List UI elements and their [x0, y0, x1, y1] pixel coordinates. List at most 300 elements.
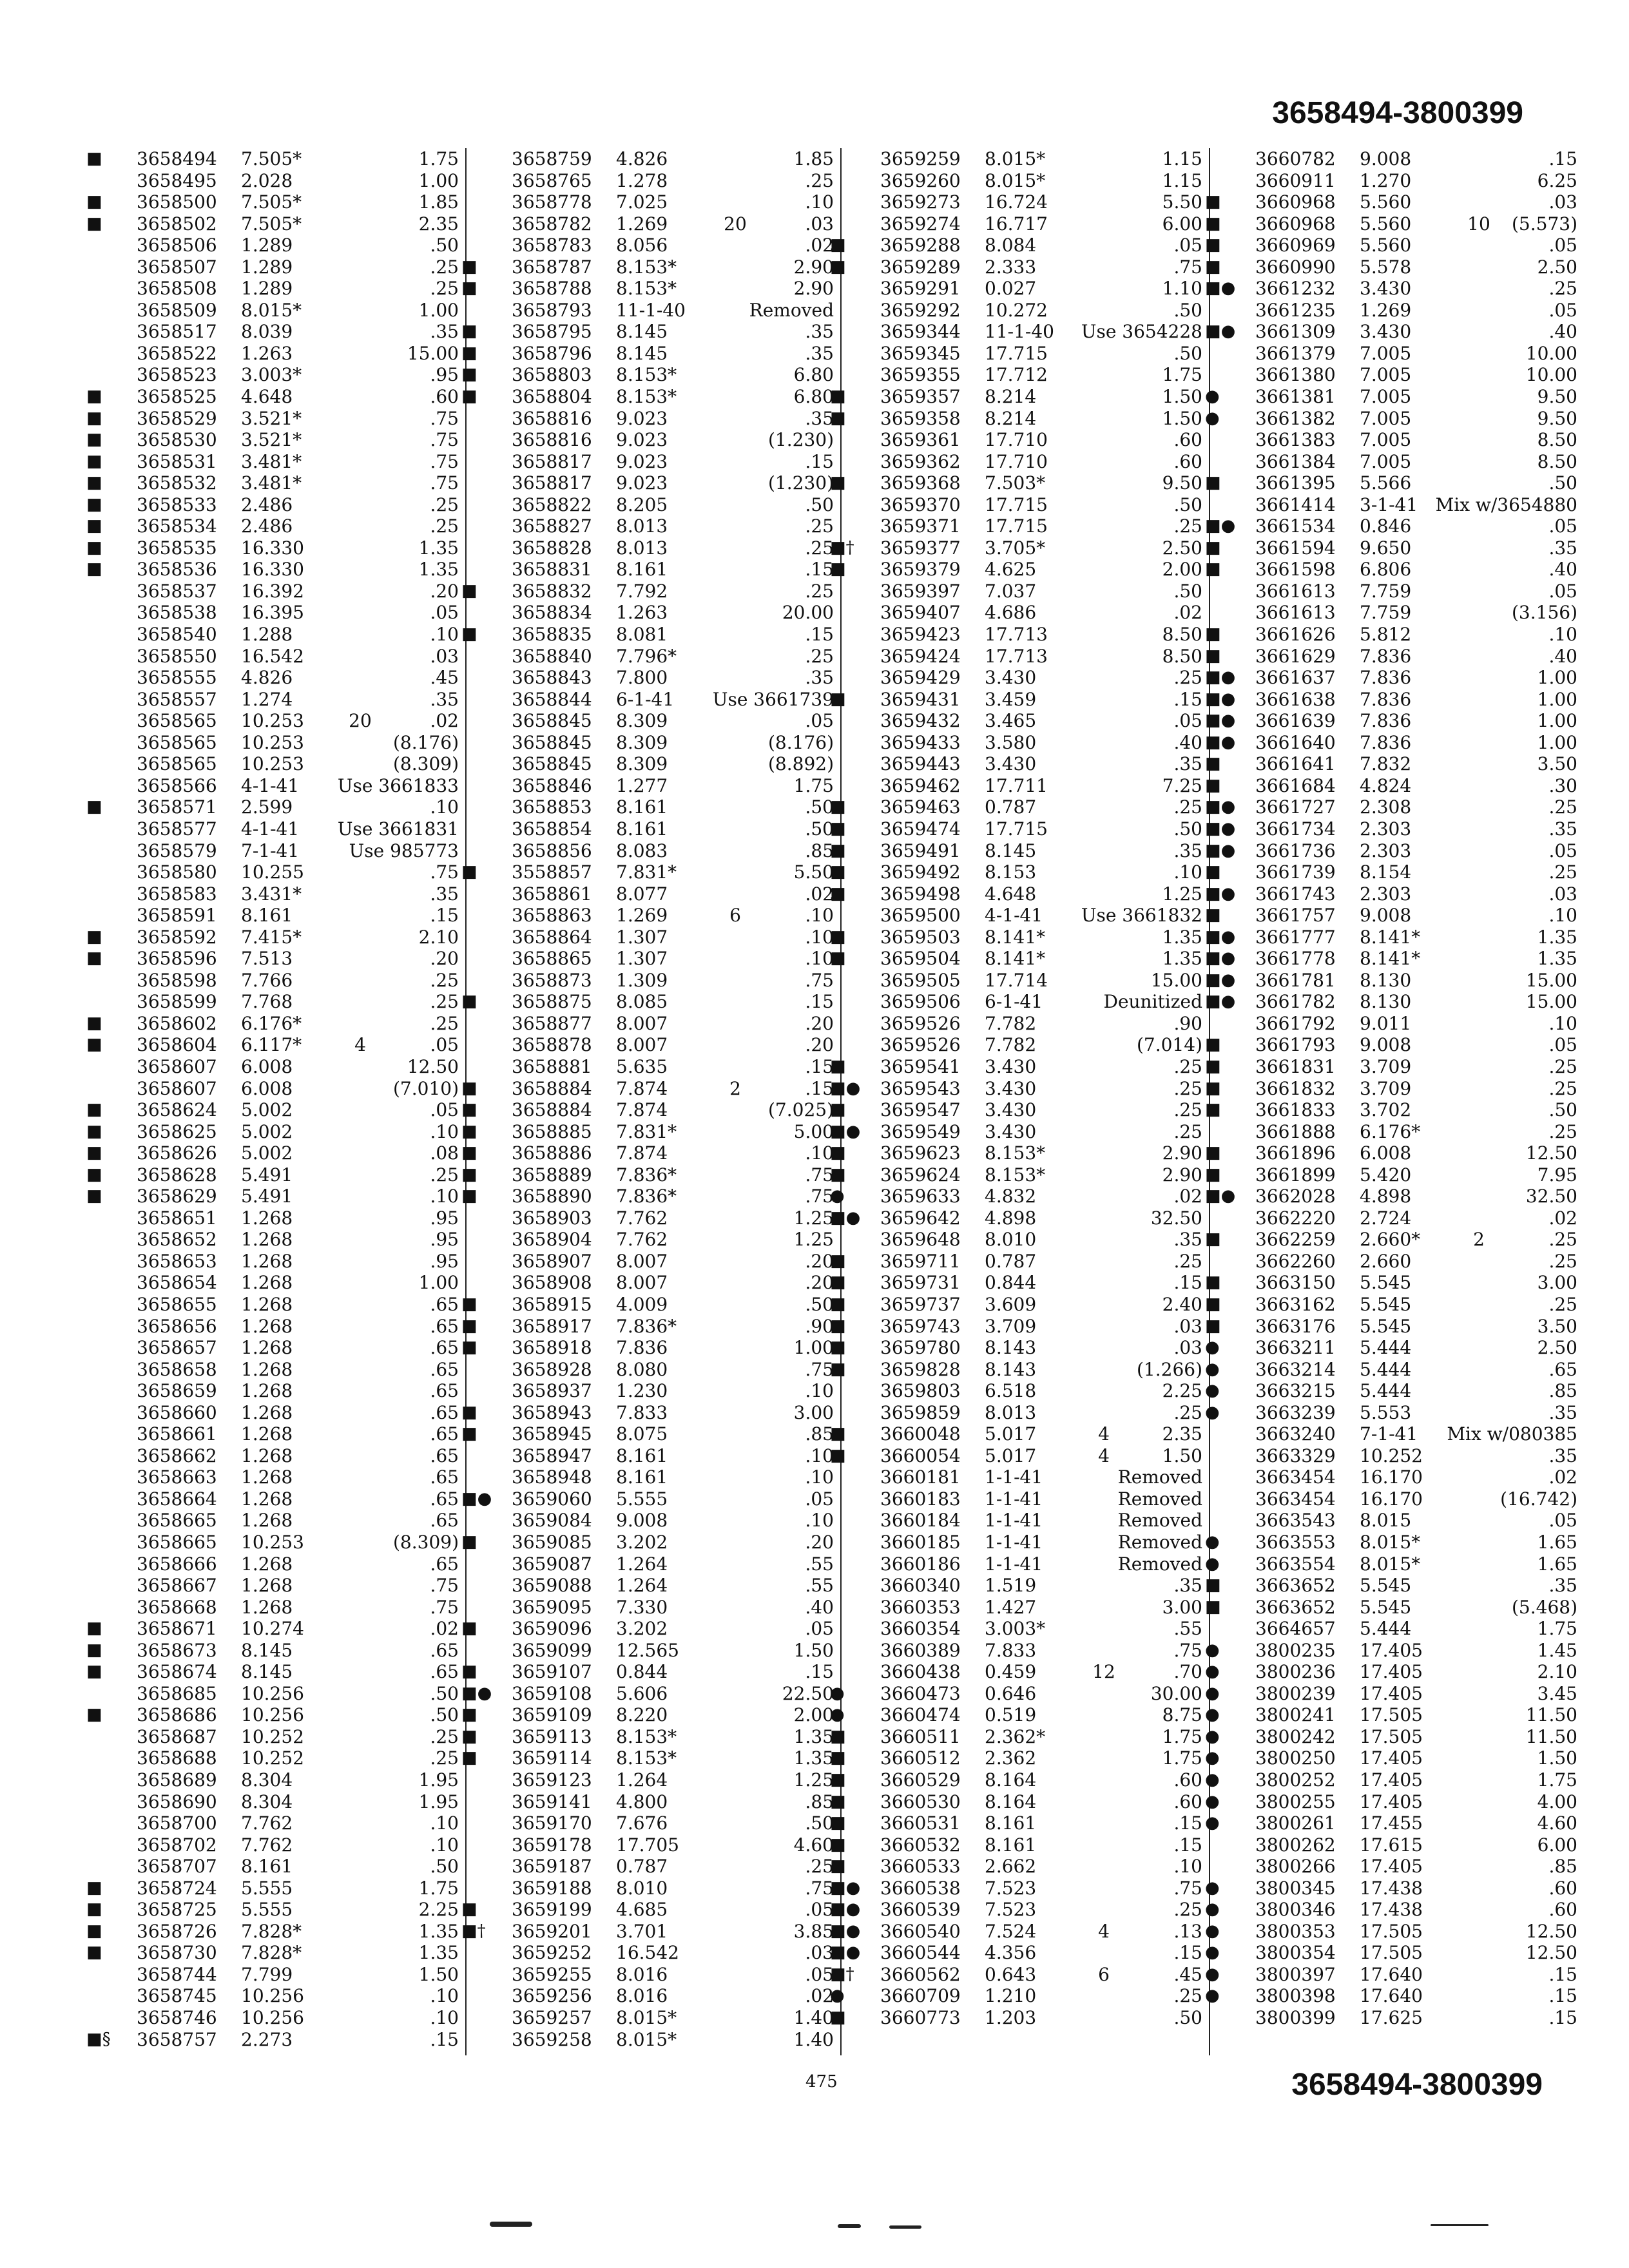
part-number: 3658886	[512, 1142, 592, 1164]
part-number: 3659355	[880, 364, 961, 386]
row-price: .65	[430, 1445, 459, 1466]
list-item	[1205, 775, 1584, 797]
list-item	[830, 689, 1209, 711]
row-marker: ■†	[830, 537, 854, 557]
part-number: 3658536	[137, 559, 217, 581]
list-item	[86, 1207, 465, 1229]
row-price: (1.266)	[1136, 1358, 1202, 1380]
row-code: 17.505	[1360, 1725, 1423, 1747]
row-code: 17.625	[1360, 2007, 1423, 2029]
row-code: 4.625	[985, 559, 1037, 581]
row-code: 0.459	[985, 1661, 1037, 1683]
row-code: 3.701	[616, 1920, 668, 1942]
list-item	[1205, 1013, 1584, 1035]
list-item	[461, 1251, 840, 1273]
row-price: .65	[430, 1423, 459, 1445]
part-number: 3661594	[1255, 537, 1336, 559]
row-price: Use 3661832	[1081, 905, 1202, 927]
row-price: 1.50	[418, 1963, 459, 1985]
row-code: 1.268	[241, 1510, 293, 1532]
row-code: 7.759	[1360, 580, 1412, 602]
row-price: 2.90	[1162, 1142, 1202, 1164]
list-item	[461, 429, 840, 451]
part-number: 3658689	[137, 1769, 217, 1791]
row-price: .10	[1548, 905, 1577, 927]
list-item	[830, 429, 1209, 451]
row-marker: ■	[830, 408, 846, 428]
row-marker: ■	[86, 1662, 102, 1682]
row-code: 6.176*	[241, 1012, 302, 1034]
row-code: 7.762	[241, 1834, 293, 1856]
part-number: 3659737	[880, 1293, 961, 1315]
row-price: .75	[430, 1575, 459, 1597]
part-number: 3658509	[137, 299, 217, 321]
part-number: 3658656	[137, 1315, 217, 1337]
row-price: .05	[1548, 1034, 1577, 1056]
row-count: 4	[354, 1034, 366, 1056]
parts-column-3	[830, 148, 1210, 2055]
list-item	[1205, 1272, 1584, 1294]
row-price: 10.00	[1525, 364, 1577, 386]
row-code: 17.710	[985, 429, 1048, 451]
row-price: Mix w/080385	[1447, 1423, 1577, 1445]
list-item	[830, 1856, 1209, 1878]
row-price: .10	[805, 948, 834, 970]
list-item	[461, 775, 840, 797]
row-marker: ●	[1205, 387, 1220, 407]
row-price: .02	[430, 1618, 459, 1640]
list-item	[830, 1142, 1209, 1164]
list-item	[830, 1466, 1209, 1488]
list-item	[461, 1985, 840, 2007]
row-price: 7.25	[1162, 774, 1202, 796]
part-number: 3659096	[512, 1618, 592, 1640]
row-price: .08	[430, 1142, 459, 1164]
part-number: 3661782	[1255, 991, 1336, 1013]
part-number: 3659099	[512, 1639, 592, 1661]
row-marker: ■●	[1205, 840, 1236, 860]
row-price: 4.60	[793, 1834, 834, 1856]
row-code: 5.578	[1360, 256, 1412, 278]
list-item	[1205, 1921, 1584, 1943]
row-price: .15	[1173, 1834, 1202, 1856]
row-code: 8.153*	[616, 278, 677, 300]
part-number: 3658580	[137, 861, 217, 883]
row-marker: ■	[86, 948, 102, 968]
list-item	[830, 343, 1209, 365]
row-code: 7.836	[1360, 645, 1412, 667]
row-price: 3.50	[1537, 1315, 1577, 1337]
row-price: .75	[1173, 1877, 1202, 1899]
row-price: .65	[430, 1661, 459, 1683]
list-item	[830, 386, 1209, 408]
row-price: (8.176)	[767, 731, 834, 753]
row-code: 4.826	[616, 148, 668, 169]
part-number: 3658500	[137, 191, 217, 213]
row-code: 8.145	[985, 840, 1037, 861]
list-item	[86, 321, 465, 343]
list-item	[461, 1683, 840, 1705]
row-code: 8.161	[985, 1812, 1037, 1834]
row-marker: ■	[86, 1164, 102, 1184]
part-number: 3658903	[512, 1207, 592, 1229]
row-marker: ■	[86, 927, 102, 947]
list-item	[461, 1316, 840, 1338]
row-price: .20	[430, 948, 459, 970]
row-marker: ■	[461, 1424, 477, 1444]
row-code: 7.505*	[241, 213, 302, 235]
row-price: 1.75	[1162, 1725, 1202, 1747]
list-item	[1205, 1164, 1584, 1186]
part-number: 3800236	[1255, 1661, 1336, 1683]
list-item	[86, 1466, 465, 1488]
list-item	[1205, 1445, 1584, 1467]
row-code: 8.161	[616, 818, 668, 840]
list-item	[1205, 818, 1584, 840]
row-code: 3.430	[1360, 321, 1412, 343]
list-item	[830, 775, 1209, 797]
row-price: .50	[1173, 2007, 1202, 2029]
row-price: .45	[1173, 1963, 1202, 1985]
row-code: 4.686	[985, 602, 1037, 624]
row-price: .65	[430, 1639, 459, 1661]
list-item	[86, 429, 465, 451]
row-price: .13	[1173, 1920, 1202, 1942]
list-item	[461, 1921, 840, 1943]
row-code: 1.268	[241, 1315, 293, 1337]
row-code: 5.566	[1360, 472, 1412, 494]
row-marker: ●	[1205, 408, 1220, 428]
list-item	[461, 1942, 840, 1964]
list-item	[1205, 1899, 1584, 1921]
row-price: 1.95	[418, 1769, 459, 1791]
row-code: 5.491	[241, 1186, 293, 1207]
row-marker: ●	[1205, 1662, 1220, 1682]
row-code: 0.846	[1360, 515, 1412, 537]
list-item	[1205, 689, 1584, 711]
list-item	[86, 1423, 465, 1445]
part-number: 3659711	[880, 1250, 961, 1272]
row-code: 2.303	[1360, 818, 1412, 840]
row-price: 6.00	[1162, 213, 1202, 235]
row-code: 3.705*	[985, 537, 1046, 559]
part-number: 3659547	[880, 1099, 961, 1121]
list-item	[1205, 667, 1584, 689]
list-item	[461, 235, 840, 256]
part-number: 3658700	[137, 1812, 217, 1834]
part-number: 3800235	[1255, 1639, 1336, 1661]
row-code: 1.427	[985, 1596, 1037, 1618]
list-item	[1205, 1251, 1584, 1273]
row-price: .15	[1173, 1942, 1202, 1964]
row-price: .95	[430, 1250, 459, 1272]
list-item	[461, 300, 840, 322]
row-marker: ■	[461, 1143, 477, 1163]
row-price: .25	[1173, 1899, 1202, 1921]
row-code: 1.268	[241, 1229, 293, 1251]
part-number: 3660054	[880, 1445, 961, 1466]
row-marker: ■†	[830, 1964, 854, 1984]
part-number: 3658687	[137, 1725, 217, 1747]
part-number: 3658525	[137, 386, 217, 408]
row-price: .85	[1548, 1856, 1577, 1878]
row-price: .50	[430, 1704, 459, 1726]
list-item	[461, 1899, 840, 1921]
part-number: 3661395	[1255, 472, 1336, 494]
row-price: .15	[1548, 2007, 1577, 2029]
row-price: .10	[430, 1812, 459, 1834]
part-number: 3658877	[512, 1012, 592, 1034]
part-number: 3659088	[512, 1575, 592, 1597]
scan-mark	[490, 2222, 532, 2227]
list-item	[86, 364, 465, 386]
part-number: 3658832	[512, 580, 592, 602]
list-item	[461, 1488, 840, 1510]
row-price: .35	[1548, 537, 1577, 559]
row-marker: ■	[830, 1251, 846, 1271]
row-count: 4	[1098, 1423, 1110, 1445]
row-price: .85	[805, 1791, 834, 1812]
part-number: 3658831	[512, 559, 592, 581]
list-item	[86, 970, 465, 992]
list-item	[830, 732, 1209, 754]
row-code: 7.759	[1360, 602, 1412, 624]
part-number: 3659397	[880, 580, 961, 602]
row-marker: ●	[1205, 1683, 1220, 1703]
part-number: 3661613	[1255, 580, 1336, 602]
row-marker: ■●	[1205, 948, 1236, 968]
row-code: 3.430	[985, 1120, 1037, 1142]
row-code: 5.560	[1360, 235, 1412, 256]
row-code: 1.263	[616, 602, 668, 624]
row-price: .25	[1548, 861, 1577, 883]
row-price: .10	[1173, 1856, 1202, 1878]
part-number: 3658793	[512, 299, 592, 321]
part-number: 3658673	[137, 1639, 217, 1661]
part-number: 3661736	[1255, 840, 1336, 861]
list-item	[86, 1856, 465, 1878]
part-number: 3658904	[512, 1229, 592, 1251]
row-price: 5.00	[793, 1120, 834, 1142]
row-price: 15.00	[1525, 991, 1577, 1013]
row-code: 5.555	[241, 1899, 293, 1921]
part-number: 3661381	[1255, 386, 1336, 408]
list-item	[86, 1099, 465, 1121]
row-price: .55	[805, 1575, 834, 1597]
list-item	[86, 515, 465, 537]
part-number: 3661734	[1255, 818, 1336, 840]
list-item	[461, 278, 840, 300]
row-code: 5.545	[1360, 1272, 1412, 1294]
part-number: 3658828	[512, 537, 592, 559]
row-marker: ■	[1205, 905, 1221, 925]
part-number: 3658583	[137, 883, 217, 905]
row-code: 17.713	[985, 624, 1048, 646]
row-price: 6.80	[793, 386, 834, 408]
part-number: 3658853	[512, 796, 592, 818]
list-item	[830, 1445, 1209, 1467]
list-item	[830, 710, 1209, 732]
list-item	[86, 775, 465, 797]
row-marker: ■	[461, 1100, 477, 1120]
row-code: 5.555	[616, 1488, 668, 1510]
list-item	[1205, 861, 1584, 883]
row-code: 5.545	[1360, 1315, 1412, 1337]
row-price: 8.50	[1537, 429, 1577, 451]
row-code: 1.268	[241, 1380, 293, 1402]
list-item	[461, 1597, 840, 1619]
row-code: 17.405	[1360, 1856, 1423, 1878]
row-price: .75	[805, 1877, 834, 1899]
list-item	[86, 1618, 465, 1640]
list-item	[86, 710, 465, 732]
part-number: 3659433	[880, 731, 961, 753]
row-count: 6	[1098, 1963, 1110, 1985]
row-code: 16.542	[241, 645, 304, 667]
list-item	[461, 1726, 840, 1748]
row-price: .25	[1548, 278, 1577, 300]
row-marker: ■	[86, 149, 102, 168]
list-item	[86, 1575, 465, 1597]
row-price: .15	[805, 559, 834, 581]
row-price: .02	[805, 1985, 834, 2007]
list-item	[1205, 1640, 1584, 1662]
part-number: 3658690	[137, 1791, 217, 1812]
row-price: .50	[805, 1812, 834, 1834]
row-marker: ●	[1205, 1640, 1220, 1660]
row-code: 17.405	[1360, 1661, 1423, 1683]
part-number: 3659624	[880, 1164, 961, 1186]
row-code: 1.268	[241, 1272, 293, 1294]
row-marker: ■	[830, 1856, 846, 1876]
row-marker: ■	[461, 1726, 477, 1746]
row-code: 2.308	[1360, 796, 1412, 818]
row-price: .25	[430, 515, 459, 537]
list-item	[1205, 624, 1584, 646]
list-item	[1205, 1359, 1584, 1381]
part-number: 3659463	[880, 796, 961, 818]
row-code: 8.161	[985, 1834, 1037, 1856]
list-item	[1205, 256, 1584, 278]
row-marker: ■	[461, 862, 477, 882]
list-item	[461, 840, 840, 862]
row-price: .10	[1548, 1012, 1577, 1034]
list-item	[830, 861, 1209, 883]
scan-mark	[1431, 2224, 1489, 2226]
list-item	[1205, 1856, 1584, 1878]
row-price: .60	[1173, 429, 1202, 451]
part-number: 3659199	[512, 1899, 592, 1921]
list-item	[461, 1337, 840, 1359]
part-number: 3659543	[880, 1077, 961, 1099]
row-price: .65	[430, 1401, 459, 1423]
list-item	[461, 1769, 840, 1791]
row-price: .05	[1548, 235, 1577, 256]
row-code: 7.513	[241, 948, 293, 970]
list-item	[830, 213, 1209, 235]
row-code: 7.330	[616, 1596, 668, 1618]
part-number: 3660911	[1255, 169, 1336, 191]
row-code: 5.545	[1360, 1575, 1412, 1597]
part-number: 3659107	[512, 1661, 592, 1683]
part-number: 3659491	[880, 840, 961, 861]
part-number: 3663150	[1255, 1272, 1336, 1294]
part-number: 3660186	[880, 1553, 961, 1575]
part-number: 3658846	[512, 774, 592, 796]
row-price: .05	[805, 1618, 834, 1640]
part-number: 3659109	[512, 1704, 592, 1726]
row-marker: ■	[461, 1705, 477, 1725]
list-item	[830, 1359, 1209, 1381]
part-number: 3659084	[512, 1510, 592, 1532]
list-item	[1205, 494, 1584, 516]
part-number: 3663211	[1255, 1337, 1336, 1359]
list-item	[461, 1834, 840, 1856]
part-number: 3661757	[1255, 905, 1336, 927]
row-price: .03	[1548, 883, 1577, 905]
row-marker: ■	[830, 818, 846, 838]
list-item	[1205, 364, 1584, 386]
row-price: 15.00	[1150, 969, 1202, 991]
part-number: 3659506	[880, 991, 961, 1013]
row-marker: ■●	[1205, 689, 1236, 709]
row-price: 1.40	[793, 2028, 834, 2050]
row-price: .05	[430, 602, 459, 624]
row-price: 3.00	[793, 1401, 834, 1423]
part-number: 3660533	[880, 1856, 961, 1878]
row-price: 1.75	[793, 774, 834, 796]
list-item	[86, 1747, 465, 1769]
part-number: 3658531	[137, 450, 217, 472]
list-item	[86, 1597, 465, 1619]
row-price: .25	[1548, 1055, 1577, 1077]
row-marker: ■	[1205, 213, 1221, 233]
row-code: 8.309	[616, 753, 668, 775]
row-code: 1.268	[241, 1466, 293, 1488]
row-price: .25	[430, 494, 459, 515]
part-number: 3658665	[137, 1532, 217, 1553]
row-code: 2.362	[985, 1747, 1037, 1769]
row-count: 20	[724, 213, 747, 235]
part-number: 3660474	[880, 1704, 961, 1726]
row-code: 10.252	[1360, 1445, 1423, 1466]
list-item	[830, 472, 1209, 494]
list-item	[1205, 1878, 1584, 1899]
row-price: .10	[805, 1466, 834, 1488]
row-price: Removed	[1117, 1466, 1202, 1488]
row-code: 4-1-41	[985, 905, 1043, 927]
list-item	[1205, 991, 1584, 1013]
row-code: 7.005	[1360, 407, 1412, 429]
row-price: .95	[430, 364, 459, 386]
row-price: .35	[430, 688, 459, 710]
row-code: 2.303	[1360, 883, 1412, 905]
part-number: 3660389	[880, 1639, 961, 1661]
row-code: 3.430	[985, 1077, 1037, 1099]
list-item	[830, 321, 1209, 343]
list-item	[86, 927, 465, 948]
row-price: .90	[1173, 1012, 1202, 1034]
row-code: 5.017	[985, 1445, 1037, 1466]
part-number: 3800242	[1255, 1725, 1336, 1747]
row-price: .75	[430, 429, 459, 451]
list-item	[830, 1078, 1209, 1100]
row-price: 1.25	[793, 1207, 834, 1229]
list-item	[830, 1942, 1209, 1964]
row-marker: ■	[1205, 537, 1221, 557]
part-number: 3658840	[512, 645, 592, 667]
row-code: 5.635	[616, 1055, 668, 1077]
